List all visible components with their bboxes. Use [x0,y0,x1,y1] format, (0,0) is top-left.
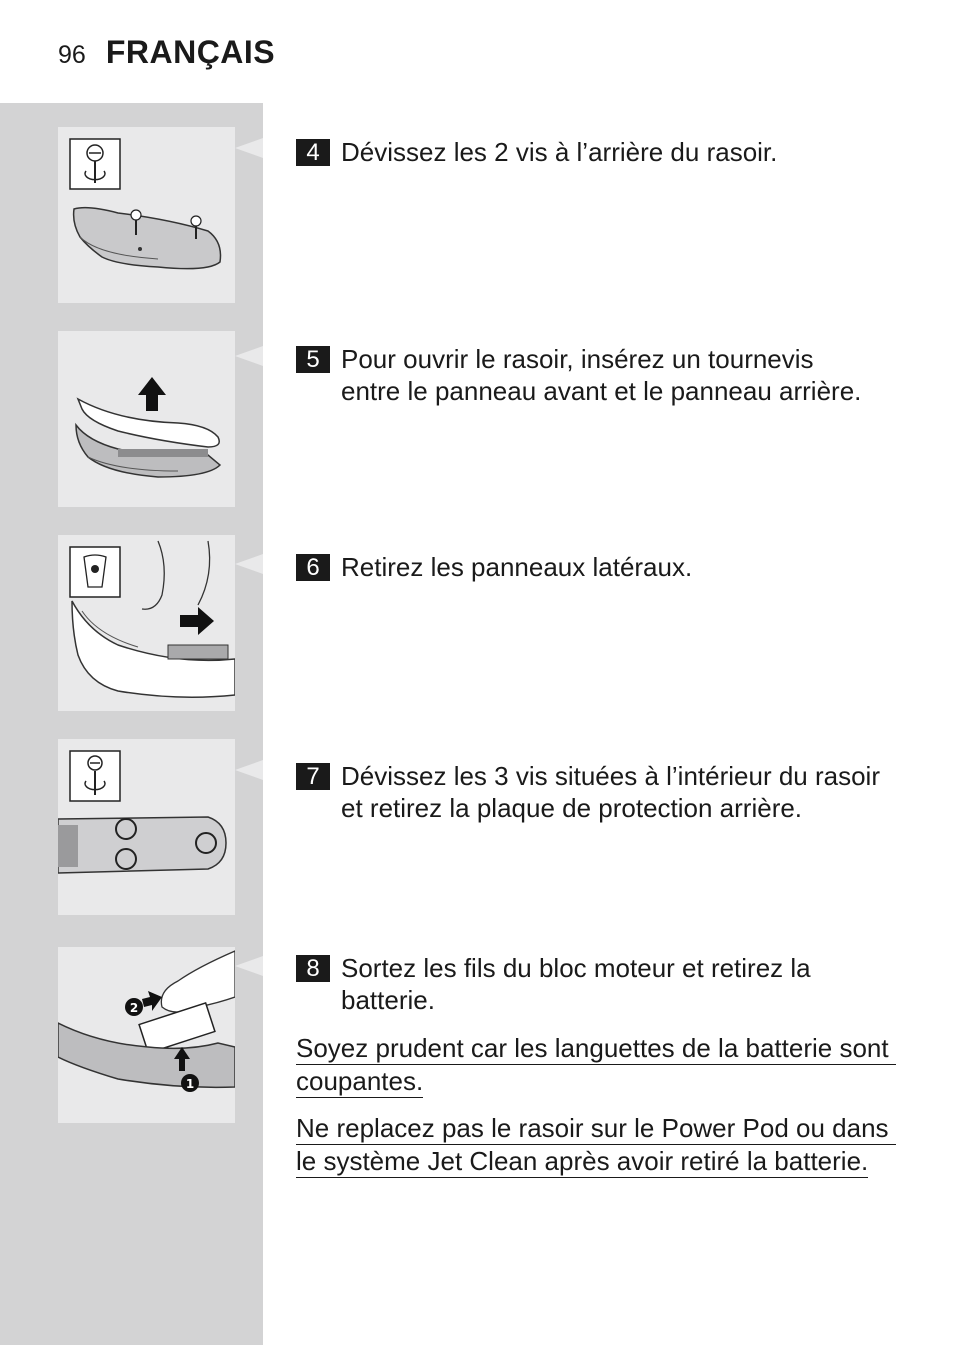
step-6 [296,551,906,583]
step-number: 4 [296,139,330,166]
illustration-step-7 [58,739,235,915]
arrow-up-icon [58,331,235,507]
step-8 [296,952,906,1016]
screw-unscrew-icon [58,739,235,915]
step-number: 5 [296,346,330,373]
step-text-line: batterie. [341,985,435,1015]
screw-unscrew-icon [58,127,235,303]
step-number: 8 [296,955,330,982]
step-number: 6 [296,554,330,581]
pointer-step-8 [235,956,263,976]
step-text-line: entre le panneau avant et le panneau arrière. [341,376,862,406]
step-text-line: Sortez les fils du bloc moteur et retirez la [341,953,811,983]
section-title: FRANÇAIS [105,34,276,70]
step-text-line: et retirez la plaque de protection arrière. [341,793,803,823]
badge-1: 1 [185,1077,195,1091]
page-number: 96 [58,41,86,69]
illustration-step-8 [58,947,235,1123]
step-text [341,343,861,407]
warning-power-pod [296,1112,896,1178]
step-text: Dévissez les 2 vis à l’arrière du rasoir. [341,137,778,167]
step-text [341,760,880,824]
warning-line: Ne replacez pas le rasoir sur le Power Pod ou dans [296,1112,896,1145]
warning-sharp-tabs [296,1032,896,1098]
illustration-step-5 [58,331,235,507]
pointer-step-5 [235,346,263,366]
pointer-step-4 [235,138,263,158]
step-text: Retirez les panneaux latéraux. [341,552,693,582]
pointer-step-7 [235,760,263,780]
badge-2: 2 [129,1001,139,1015]
step-7 [296,760,906,824]
pointer-step-6 [235,554,263,574]
step-text [341,952,811,1016]
step-4 [296,136,906,168]
battery-removal-icon [58,947,235,1123]
step-5 [296,343,906,407]
illustration-step-6 [58,535,235,711]
warning-line: coupantes. [296,1066,424,1096]
warning-line: Soyez prudent car les languettes de la batterie sont [296,1032,896,1065]
step-text-line: Pour ouvrir le rasoir, insérez un tournevis [341,344,814,374]
warning-line: le système Jet Clean après avoir retiré la batterie. [296,1146,869,1176]
illustration-step-4 [58,127,235,303]
page-header [58,34,275,71]
arrow-right-icon [58,535,235,711]
step-number: 7 [296,763,330,790]
step-text-line: Dévissez les 3 vis situées à l’intérieur du rasoir [341,761,880,791]
